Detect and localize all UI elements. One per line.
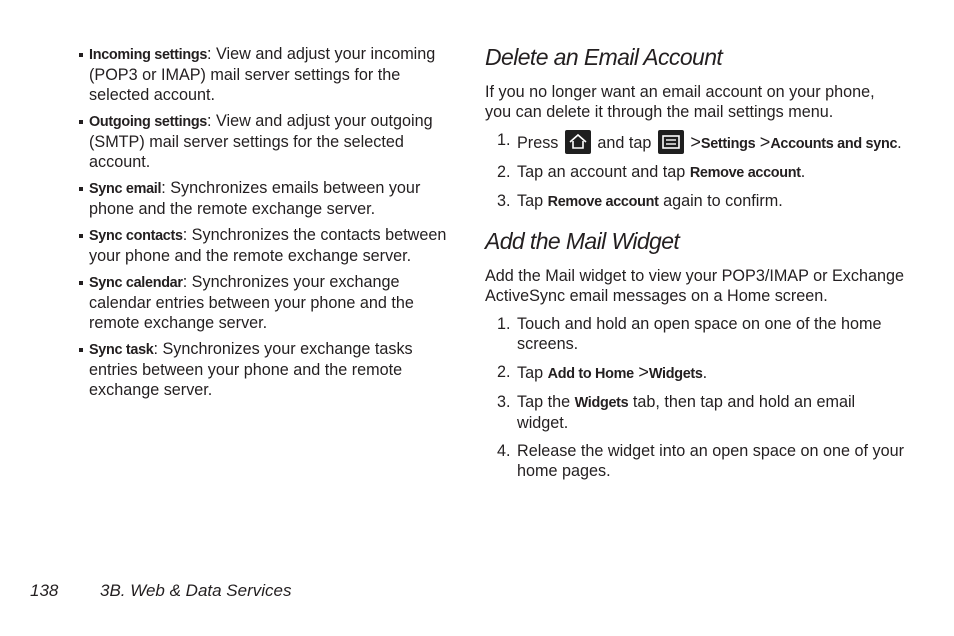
step-text: and tap (597, 134, 652, 152)
delete-step-1 (485, 130, 905, 154)
bullet-term: Incoming settings (89, 47, 208, 63)
bullet-term: Sync calendar (89, 275, 183, 291)
widgets-label: Widgets (648, 366, 703, 382)
step-text: Tap the (517, 393, 571, 411)
bullet-square-icon (79, 234, 83, 238)
add-widget-steps (485, 314, 905, 481)
step-text: Release the widget into an open space on one of your home pages. (517, 442, 904, 480)
bullet-outgoing-settings (78, 111, 460, 172)
step-number: 4. (497, 442, 511, 460)
widget-step-3 (485, 392, 905, 433)
add-widget-heading: Add the Mail Widget (485, 228, 680, 254)
page-footer (30, 581, 292, 601)
bullet-term: Sync email (89, 181, 162, 197)
bullet-sync-contacts (78, 225, 460, 266)
step-text: Press (517, 134, 559, 152)
step-number: 2. (497, 163, 511, 181)
bullet-sync-email (78, 178, 460, 219)
remove-account-label: Remove account (689, 165, 801, 181)
step-text: tab, then tap and hold an email widget. (517, 393, 856, 432)
step-text: Tap an account and tap (517, 163, 686, 181)
bullet-text: : View and adjust your incoming (POP3 or IMAP) mail server settings for the selected account. (89, 45, 436, 104)
delete-step-3 (485, 191, 905, 212)
separator-arrow: > (690, 132, 701, 152)
menu-key-icon (658, 130, 684, 154)
step-text: Tap (517, 192, 544, 210)
widgets-tab-label: Widgets (574, 395, 629, 411)
bullet-square-icon (79, 281, 83, 285)
step-number: 1. (497, 131, 511, 149)
step-number: 1. (497, 315, 511, 333)
step-number: 2. (497, 363, 511, 381)
bullet-square-icon (79, 187, 83, 191)
bullet-square-icon (79, 348, 83, 352)
delete-account-steps (485, 130, 905, 212)
bullet-term: Sync task (89, 342, 154, 358)
separator-arrow: > (638, 362, 649, 382)
delete-step-2 (485, 162, 905, 183)
add-to-home-label: Add to Home (547, 366, 634, 382)
right-column (485, 42, 905, 489)
menu-accounts-and-sync: Accounts and sync (770, 136, 898, 152)
step-end: . (702, 364, 708, 382)
add-widget-intro: Add the Mail widget to view your POP3/IMAP or Exchange ActiveSync email messages on a Home screen. (485, 267, 904, 305)
settings-list (78, 44, 460, 406)
bullet-text: : Synchronizes your exchange calendar entries between your phone and the remote exchange server. (89, 273, 414, 332)
bullet-sync-task (78, 339, 460, 400)
bullet-text: : Synchronizes the contacts between your phone and the remote exchange server. (89, 226, 447, 265)
page-number: 138 (30, 581, 59, 600)
bullet-text: : Synchronizes emails between your phone and the remote exchange server. (89, 179, 421, 218)
widget-step-4 (485, 441, 905, 481)
bullet-square-icon (79, 53, 83, 57)
bullet-text: : Synchronizes your exchange tasks entries between your phone and the remote exchange server. (89, 340, 413, 399)
step-text: again to confirm. (663, 192, 783, 210)
separator-arrow: > (759, 132, 771, 152)
home-key-icon (565, 130, 591, 154)
step-number: 3. (497, 393, 511, 411)
delete-account-intro: If you no longer want an email account on your phone, you can delete it through the mail settings menu. (485, 83, 875, 121)
step-number: 3. (497, 192, 511, 210)
step-text: Touch and hold an open space on one of the home screens. (517, 315, 882, 353)
step-text: Tap (517, 364, 544, 382)
bullet-square-icon (79, 120, 83, 124)
section-title: 3B. Web & Data Services (100, 581, 292, 600)
widget-step-1 (485, 314, 905, 354)
bullet-term: Sync contacts (89, 228, 183, 244)
bullet-sync-calendar (78, 272, 460, 333)
bullet-term: Outgoing settings (89, 114, 208, 130)
step-end: . (897, 134, 902, 152)
step-end: . (800, 163, 806, 181)
widget-step-2 (485, 362, 905, 384)
menu-settings: Settings (700, 136, 756, 152)
delete-account-heading: Delete an Email Account (485, 44, 723, 70)
bullet-incoming-settings (78, 44, 460, 105)
bullet-text: : View and adjust your outgoing (SMTP) mail server settings for the selected account. (89, 112, 433, 171)
remove-account-label: Remove account (547, 194, 659, 210)
